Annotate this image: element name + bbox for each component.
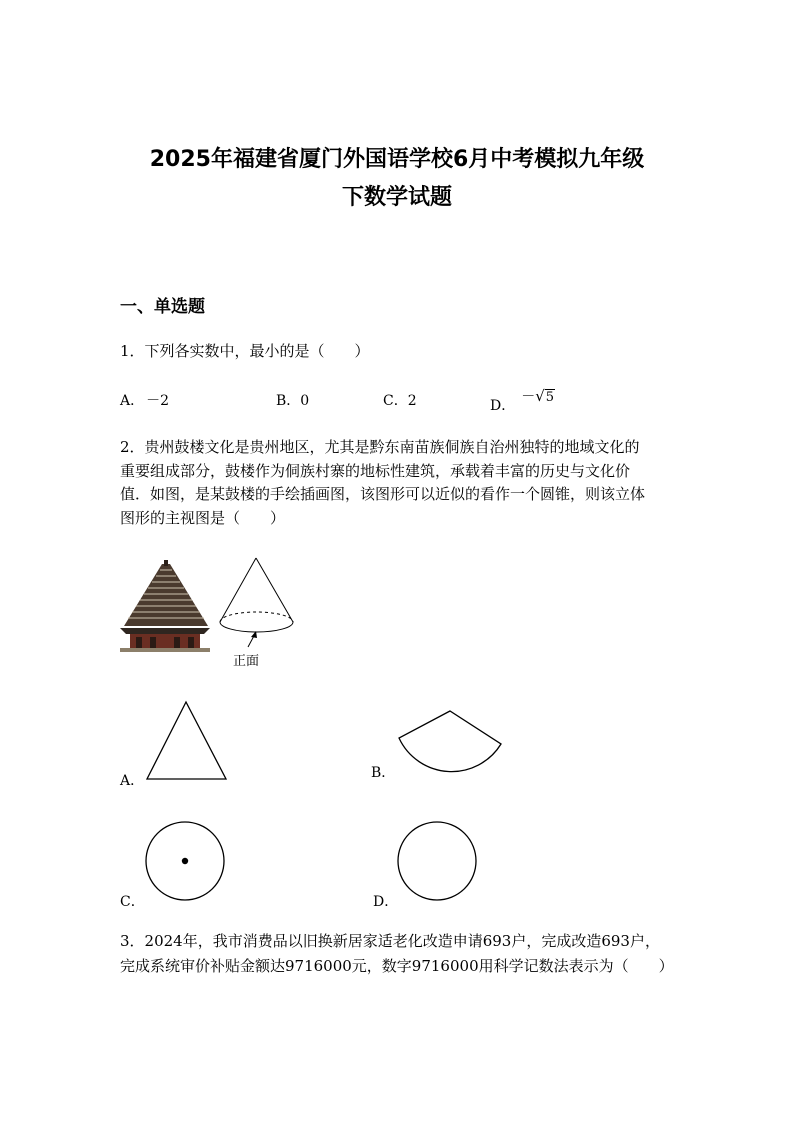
document-title-line-1: 2025年福建省厦门外国语学校6月中考模拟九年级 (149, 147, 645, 172)
figure-caption-front: 正面 (233, 654, 260, 669)
document-title-line-2: 下数学试题 (341, 185, 452, 210)
circle-with-center-shape (140, 818, 230, 904)
q1-option-a[interactable] (120, 390, 169, 410)
q2-option-b-label[interactable]: B． (371, 765, 396, 781)
question-3-stem-line-1: 3．2024年，我市消费品以旧换新居家适老化改造申请693户，完成改造693户， (120, 932, 660, 950)
q1-option-d-sign: － (521, 389, 536, 405)
circle-shape (394, 818, 484, 904)
q1-option-b[interactable] (276, 390, 309, 410)
q1-option-d[interactable] (490, 387, 555, 414)
q1-option-c[interactable] (383, 390, 417, 410)
q1-option-c-label: C． (383, 393, 408, 409)
question-2-stem-line-3: 值．如图，是某鼓楼的手绘插画图，该图形可以近似的看作一个圆锥，则该立体 (120, 485, 646, 503)
sector-shape (390, 705, 510, 780)
sqrt-expression (535, 387, 555, 405)
q2-option-c-label[interactable]: C． (120, 894, 145, 910)
triangle-shape (140, 698, 232, 784)
q1-option-b-label: B． (276, 393, 301, 409)
q1-option-a-value: －2 (146, 393, 170, 409)
q1-option-a-label: A． (120, 393, 145, 409)
center-point-icon (182, 858, 188, 864)
q2-option-a-label[interactable]: A． (120, 773, 145, 789)
q1-option-d-label: D． (490, 398, 516, 414)
cone-figure (215, 555, 305, 670)
q2-option-d-label[interactable]: D． (373, 894, 399, 910)
q1-option-d-radicand: 5 (545, 390, 555, 405)
q1-option-c-value: 2 (407, 393, 417, 409)
question-3-stem-line-2: 完成系统审价补贴金额达9716000元，数字9716000用科学记数法表示为（ ） (120, 957, 674, 975)
question-2-stem-line-4: 图形的主视图是（ ） (120, 508, 286, 527)
q1-option-b-value: 0 (300, 393, 310, 409)
question-1-stem: 1．下列各实数中，最小的是（ ） (120, 342, 370, 360)
radical-sign-icon: √ (535, 387, 545, 405)
question-2-stem-line-2: 重要组成部分，鼓楼作为侗族村寨的地标性建筑，承载着丰富的历史与文化价 (120, 461, 631, 480)
drum-tower-illustration (120, 560, 210, 656)
question-2-stem-line-1: 2．贵州鼓楼文化是贵州地区，尤其是黔东南苗族侗族自治州独特的地域文化的 (120, 438, 640, 456)
section-heading: 一、单选题 (120, 297, 205, 317)
